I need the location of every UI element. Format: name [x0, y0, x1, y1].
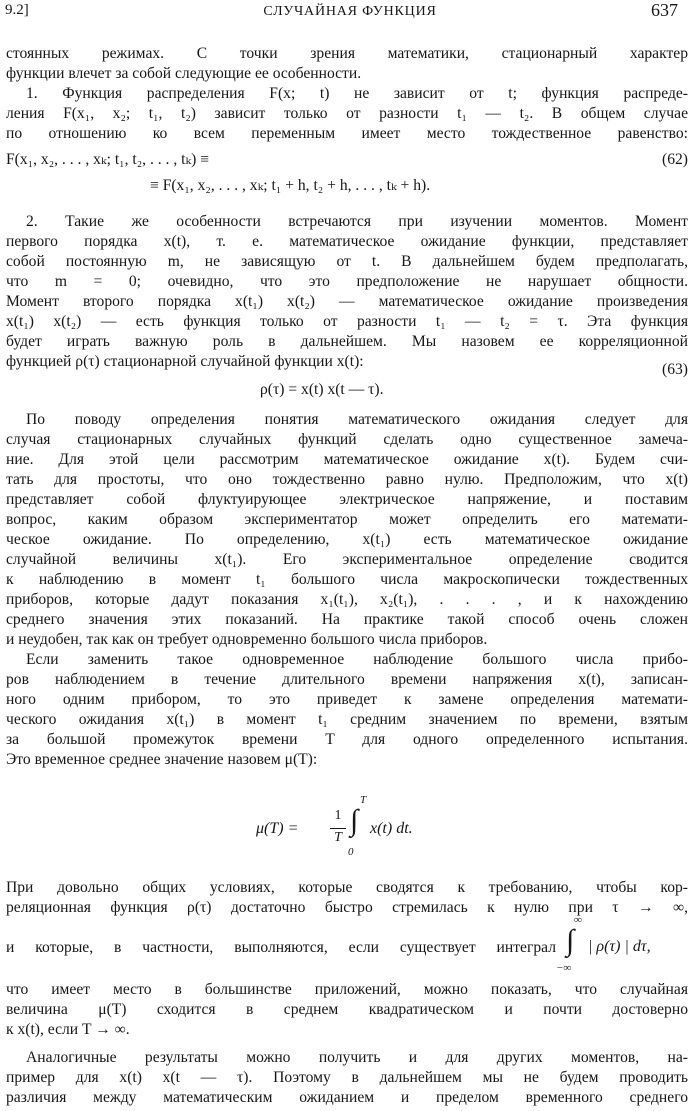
text-line: ческое ожидание. По определению, x(t₁) есть математическое ожидание — [6, 531, 688, 548]
text-line: Это временное среднее значение назовем μ(T): — [6, 751, 318, 768]
text-line: Момент второго порядка x(t₁) x(t₂) — математическое ожидание произведения — [6, 293, 688, 310]
text-line: x(t₁) x(t₂) — есть функция только от разности t₁ — t₂ = τ. Эта функция — [6, 313, 688, 330]
text-line: величина μ(T) сходится в среднем квадратическом и почти достоверно — [6, 1001, 688, 1018]
text-line: к x(t), если T → ∞. — [6, 1021, 130, 1038]
text-line: F(x₁, x₂, . . . , xₖ; t₁, t₂, . . . , tₖ) ≡ — [6, 151, 210, 168]
text-line: будет играть важную роль в дальнейшем. Мы назовем ее корреляционной — [6, 333, 688, 350]
running-header — [0, 0, 700, 26]
equation-number-62: (62) — [662, 151, 688, 168]
text-line: вопрос, каким образом экспериментатор может определить его математи- — [6, 511, 688, 528]
text-line: пример для x(t) x(t — τ). Поэтому в дальнейшем мы не будем проводить — [6, 1069, 688, 1086]
section-number: 9.2] — [5, 2, 29, 18]
running-title: СЛУЧАЙНАЯ ФУНКЦИЯ — [263, 4, 437, 19]
text-line: 1. Функция распределения F(x; t) не зависит от t; функция распреде- — [26, 85, 688, 102]
text-line: что имеет место в большинстве приложений, можно показать, что случайная — [6, 981, 688, 998]
text-line: ческого ожидания x(t₁) в момент t₁ средним значением по времени, взятым — [6, 711, 688, 728]
text-line: первого порядка x(t), т. е. математическое ожидание функции, представляет — [6, 233, 688, 250]
text-line: различия между математическим ожиданием и пределом временного среднего — [6, 1089, 688, 1106]
formula-mu-denominator: T — [334, 830, 342, 845]
integral-sign: ∫ — [350, 804, 359, 837]
formula-mu-integrand: x(t) dt. — [370, 820, 413, 837]
fraction-bar — [330, 828, 346, 829]
text-line: случайной величины x(t₁). Его экспериментальное определение сводится — [6, 551, 688, 568]
formula-mu-lower-limit: 0 — [348, 846, 354, 858]
page-number: 637 — [651, 0, 678, 20]
formula-rho-upper-limit: ∞ — [574, 914, 582, 926]
text-line: и которые, в частности, выполняются, если существует интеграл — [6, 939, 556, 956]
text-line: представляет собой флуктуирующее электрическое напряжение, и поставим — [6, 491, 688, 508]
text-line: ного одним прибором, то это приведет к замене определения математи- — [6, 691, 688, 708]
equation-number-63: (63) — [662, 361, 688, 378]
text-line: тать для простоты, что оно тождественно равно нулю. Предположим, что x(t) — [6, 471, 688, 488]
text-line: по отношению ко всем переменным имеет место тождественное равенство: — [6, 125, 688, 142]
formula-rho-integrand: | ρ(τ) | dτ, — [588, 938, 651, 955]
text-line: реляционная функция ρ(τ) достаточно быстро стремилась к нулю при τ → ∞, — [6, 899, 688, 916]
text-line: ≡ F(x₁, x₂, . . . , xₖ; t₁ + h, t₂ + h, . . . , tₖ + h). — [150, 177, 431, 194]
text-line: ления F(x₁, x₂; t₁, t₂) зависит только от разности t₁ — t₂. В общем случае — [6, 105, 688, 122]
text-line: функции влечет за собой следующие ее особенности. — [6, 65, 362, 82]
text-line: и неудобен, так как он требует одновременно большого числа приборов. — [6, 631, 488, 648]
text-line: стоянных режимах. С точки зрения математики, стационарный характер — [6, 45, 688, 62]
text-line: Аналогичные результаты можно получить и для других моментов, на- — [26, 1049, 688, 1066]
formula-mu-lhs: μ(T) = — [256, 820, 299, 837]
text-line: функцией ρ(τ) стационарной случайной функции x(t): — [6, 353, 364, 370]
integral-sign: ∫ — [566, 924, 575, 957]
text-line: 2. Такие же особенности встречаются при изучении моментов. Момент — [26, 213, 688, 230]
text-line: случая стационарных случайных функций сделать одно существенное замеча- — [6, 431, 688, 448]
formula-mu-numerator: 1 — [334, 808, 342, 823]
text-line: По поводу определения понятия математического ожидания следует для — [26, 411, 688, 428]
text-line: среднего значения этих показаний. На практике такой способ очень сложен — [6, 611, 688, 628]
text-line: ние. Для этой цели рассмотрим математическое ожидание x(t). Будем счи- — [6, 451, 688, 468]
text-line: за большой промежуток времени T для одного определенного испытания. — [6, 731, 688, 748]
text-line: к наблюдению в момент t₁ большого числа макроскопически тождественных — [6, 571, 688, 588]
text-line: собой постоянную m, не зависящую от t. В дальнейшем будем предполагать, — [6, 253, 688, 270]
formula-rho-lower-limit: −∞ — [556, 962, 572, 974]
text-line: При довольно общих условиях, которые сводятся к требованию, чтобы кор- — [6, 879, 688, 896]
text-line: ров наблюдением в течение длительного времени напряжения x(t), записан- — [6, 671, 688, 688]
text-line: ρ(τ) = x(t) x(t — τ). — [260, 381, 384, 398]
text-line: приборов, которые дадут показания x₁(t₁), x₂(t₁), . . . , и к нахождению — [6, 591, 688, 608]
formula-mu-upper-limit: T — [360, 794, 367, 806]
text-line: Если заменить такое одновременное наблюдение большого числа прибо- — [26, 651, 688, 668]
text-line: что m = 0; очевидно, что это предположение не нарушает общности. — [6, 273, 688, 290]
